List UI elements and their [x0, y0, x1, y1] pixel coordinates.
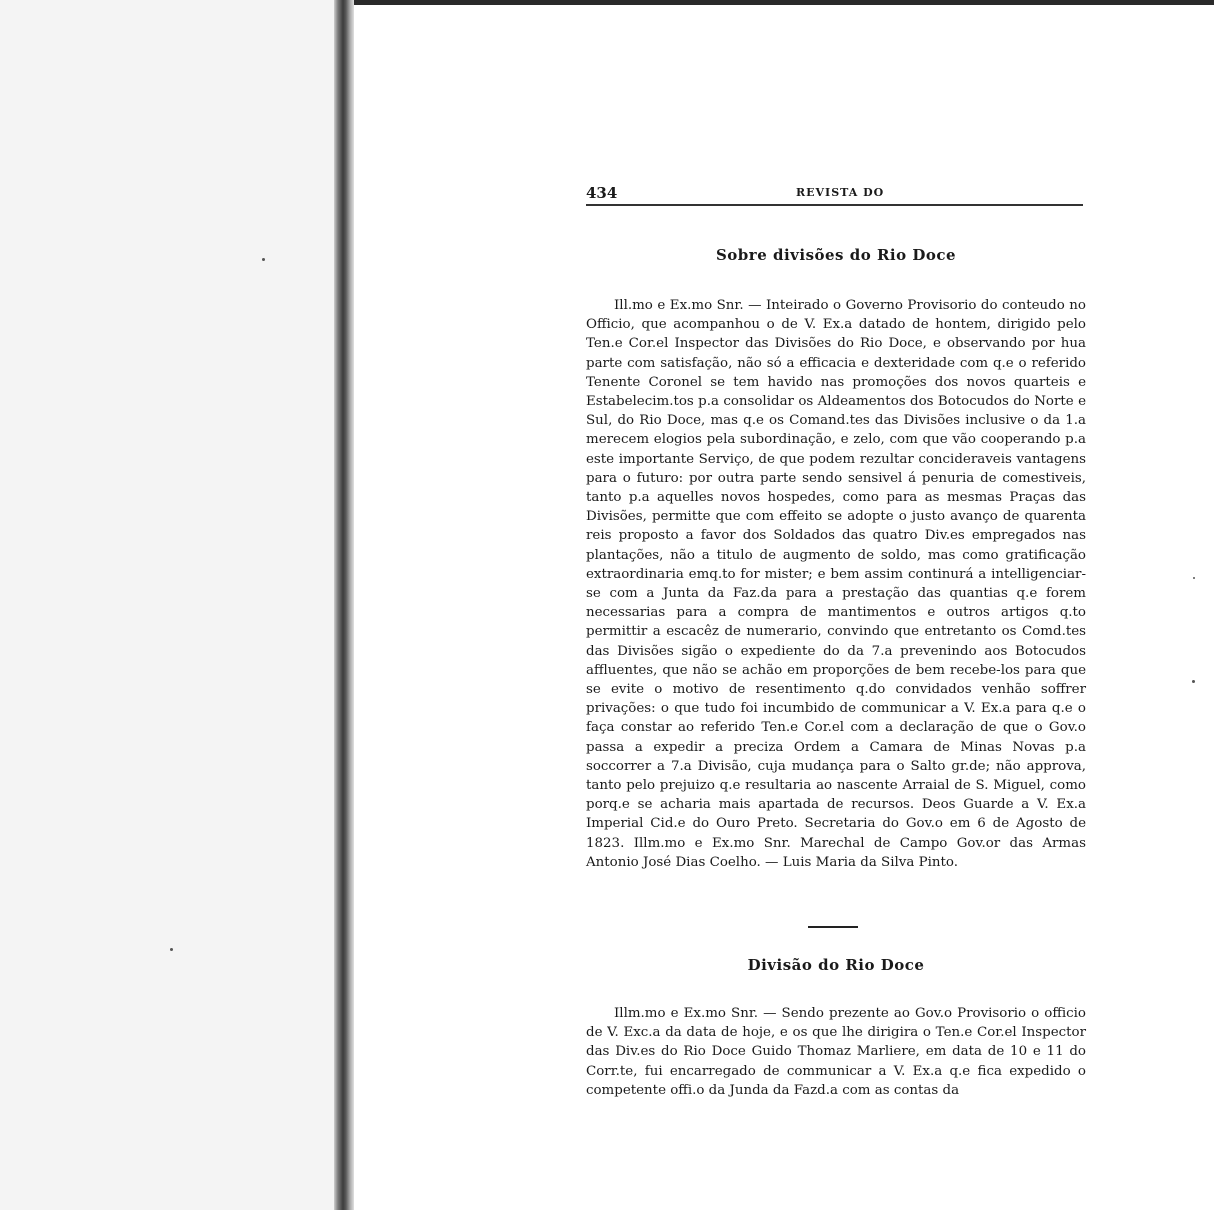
section-title: Sobre divisões do Rio Doce	[715, 246, 957, 264]
scan-speck	[262, 258, 265, 261]
book-page	[586, 180, 1086, 1098]
scan-speck	[170, 948, 173, 951]
scan-speck	[1192, 680, 1195, 683]
page-number: 434	[586, 184, 618, 202]
scan-top-edge	[346, 0, 1214, 5]
section-body	[586, 1004, 1086, 1100]
book-spine-gutter	[334, 0, 354, 1210]
section-body	[586, 296, 1086, 872]
page-header	[586, 180, 1086, 204]
scan-speck	[1193, 577, 1195, 579]
section-title: Divisão do Rio Doce	[747, 956, 925, 974]
running-head: REVISTA DO	[796, 186, 885, 199]
facing-page-blank	[0, 0, 346, 1210]
paragraph: Ill.mo e Ex.mo Snr. — Inteirado o Governo Provisorio do conteudo no Officio, que acompanhou o de V. Ex.a datado de hontem, dirigido pelo Ten.e Cor.el Inspector das Divisões do Rio Doce, e observando por hua parte com satisfação, não só a efficacia e dexteridade com q.e o referido Tenente Coronel se tem havido nas promoções dos novos quarteis e Estabelecim.tos p.a consolidar os Aldeamentos dos Botocudos do Norte e Sul, do Rio Doce, mas q.e os Comand.tes das Divisões inclusive o da 1.a merecem elogios pela subordinação, e zelo, com que vão cooperando p.a este importante Serviço, de que podem rezultar concideraveis vantagens para o futuro: por outra parte sendo sensivel á penuria de comestiveis, tanto p.a aquelles novos hospedes, como para as mesmas Praças das Divisões, permitte que com effeito se adopte o justo avanço de quarenta reis proposto a favor dos Soldados das quatro Div.es empregados nas plantações, não a titulo de augmento de soldo, mas como gratificação extraordinaria emq.to for mister; e bem assim continurá a intelligenciar-se com a Junta da Faz.da para a prestação das quantias q.e forem necessarias para a compra de mantimentos e outros artigos q.to permittir a escacêz de numerario, convindo que entretanto os Comd.tes das Divisões sigão o expediente do da 7.a prevenindo aos Botocudos affluentes, que não se achão em proporções de bem recebe-los para que se evite o motivo de resentimento q.do convidados venhão soffrer privações: o que tudo foi incumbido de communicar a V. Ex.a para q.e o faça constar ao referido Ten.e Cor.el com a declaração de que o Gov.o passa a expedir a preciza Ordem a Camara de Minas Novas p.a soccorrer a 7.a Divisão, cuja mudança para o Salto gr.de; não approva, tanto pelo prejuizo q.e resultaria ao nascente Arraial de S. Miguel, como porq.e se acharia mais apartada de recursos. Deos Guarde a V. Ex.a Imperial Cid.e do Ouro Preto. Secretaria do Gov.o em 6 de Agosto de 1823. Illm.mo e Ex.mo Snr. Marechal de Campo Gov.or das Armas Antonio José Dias Coelho. — Luis Maria da Silva Pinto.	[586, 298, 1086, 870]
section-separator	[808, 926, 858, 928]
paragraph: Illm.mo e Ex.mo Snr. — Sendo prezente ao Gov.o Provisorio o officio de V. Exc.a da data de hoje, e os que lhe dirigira o Ten.e Cor.el Inspector das Div.es do Rio Doce Guido Thomaz Marliere, em data de 10 e 11 do Corr.te, fui encarregado de communicar a V. Ex.a q.e fica expedido o competente offi.o da Junda da Fazd.a com as contas da	[586, 1006, 1086, 1098]
header-rule	[586, 204, 1083, 206]
